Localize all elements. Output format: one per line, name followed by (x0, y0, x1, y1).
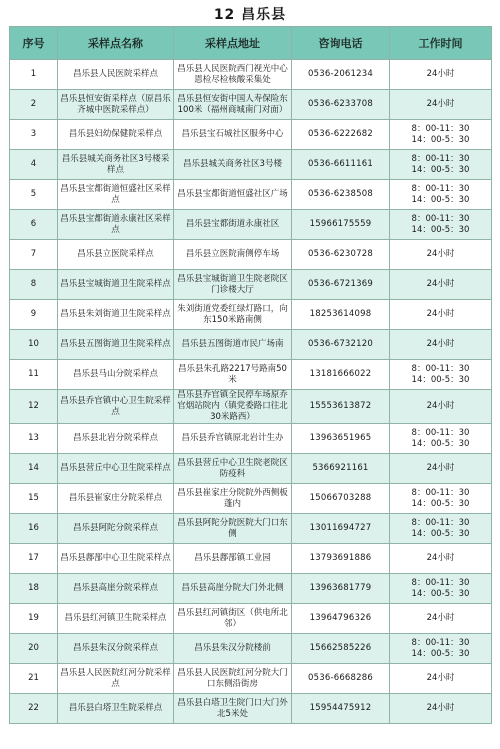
cell-number: 20 (10, 634, 58, 664)
table-row (10, 90, 492, 120)
table-row (10, 330, 492, 360)
cell-phone: 15966175559 (292, 210, 390, 240)
cell-site-name: 昌乐县人民医院采样点 (58, 60, 174, 90)
cell-hours: 8：00-11：30 14：00-5：30 (390, 150, 492, 180)
cell-site-address: 昌乐县高崖分院大门外北侧 (174, 574, 292, 604)
cell-hours: 24小时 (390, 604, 492, 634)
table-row (10, 240, 492, 270)
table-row (10, 604, 492, 634)
table-row (10, 484, 492, 514)
cell-site-address: 昌乐县阿陀分院医院大门口东侧 (174, 514, 292, 544)
table-header-row (10, 27, 492, 60)
cell-site-address: 昌乐县恒安街中国人寿保险东100米（福州商城南门对面） (174, 90, 292, 120)
table-row (10, 360, 492, 390)
cell-hours: 8：00-11：30 14：00-5：30 (390, 634, 492, 664)
cell-hours: 8：00-11：30 14：00-5：30 (390, 360, 492, 390)
cell-site-address: 昌乐县朱孔路2217号路南50米 (174, 360, 292, 390)
cell-number: 1 (10, 60, 58, 90)
table-row (10, 60, 492, 90)
table-row (10, 210, 492, 240)
cell-phone: 13011694727 (292, 514, 390, 544)
cell-number: 7 (10, 240, 58, 270)
cell-phone: 13963681779 (292, 574, 390, 604)
cell-number: 18 (10, 574, 58, 604)
cell-site-name: 昌乐县立医院采样点 (58, 240, 174, 270)
cell-phone: 13793691886 (292, 544, 390, 574)
cell-site-address: 昌乐县营丘中心卫生院老院区防疫科 (174, 454, 292, 484)
cell-number: 10 (10, 330, 58, 360)
table-row (10, 574, 492, 604)
cell-site-address: 昌乐县人民医院红河分院大门口东侧沿街房 (174, 664, 292, 694)
cell-hours: 24小时 (390, 694, 492, 724)
cell-hours: 8：00-11：30 14：00-5：30 (390, 514, 492, 544)
cell-site-name: 昌乐县朱刘街道卫生院采样点 (58, 300, 174, 330)
cell-number: 16 (10, 514, 58, 544)
cell-hours: 24小时 (390, 270, 492, 300)
cell-phone: 13181666022 (292, 360, 390, 390)
cell-site-address: 昌乐县宝都街道永康社区 (174, 210, 292, 240)
cell-site-address: 昌乐县城关商务社区3号楼 (174, 150, 292, 180)
cell-site-name: 昌乐县宝都街道恒盛社区采样点 (58, 180, 174, 210)
cell-number: 15 (10, 484, 58, 514)
cell-site-name: 昌乐县鄌郚中心卫生院采样点 (58, 544, 174, 574)
cell-number: 17 (10, 544, 58, 574)
cell-phone: 0536-6721369 (292, 270, 390, 300)
cell-site-address: 昌乐县宝城街道卫生院老院区门诊楼大厅 (174, 270, 292, 300)
table-row (10, 150, 492, 180)
cell-site-name: 昌乐县人民医院红河分院采样点 (58, 664, 174, 694)
table-row (10, 300, 492, 330)
cell-site-name: 昌乐县宝城街道卫生院采样点 (58, 270, 174, 300)
table-row (10, 514, 492, 544)
table-row (10, 694, 492, 724)
header-phone: 咨询电话 (292, 27, 390, 60)
cell-hours: 24小时 (390, 90, 492, 120)
cell-site-address: 昌乐县宝都街道恒盛社区广场 (174, 180, 292, 210)
cell-site-address: 昌乐县乔官镇原北岩计生办 (174, 424, 292, 454)
cell-site-name: 昌乐县北岩分院采样点 (58, 424, 174, 454)
cell-hours: 24小时 (390, 240, 492, 270)
cell-site-address: 昌乐县朱汉分院楼前 (174, 634, 292, 664)
sampling-sites-table (9, 26, 492, 724)
cell-site-address: 昌乐县红河镇街区（供电所北邻） (174, 604, 292, 634)
cell-hours: 8：00-11：30 14：00-5：30 (390, 424, 492, 454)
cell-phone: 0536-6668286 (292, 664, 390, 694)
cell-hours: 8：00-11：30 14：00-5：30 (390, 484, 492, 514)
cell-site-address: 昌乐县立医院南侧停车场 (174, 240, 292, 270)
cell-site-name: 昌乐县城关商务社区3号楼采样点 (58, 150, 174, 180)
cell-hours: 24小时 (390, 60, 492, 90)
table-row (10, 454, 492, 484)
cell-site-name: 昌乐县白塔卫生院采样点 (58, 694, 174, 724)
cell-site-address: 昌乐县宝石城社区服务中心 (174, 120, 292, 150)
cell-hours: 24小时 (390, 544, 492, 574)
cell-hours: 8：00-11：30 14：00-5：30 (390, 120, 492, 150)
cell-hours: 8：00-11：30 14：00-5：30 (390, 574, 492, 604)
cell-site-name: 昌乐县妇幼保健院采样点 (58, 120, 174, 150)
table-row (10, 120, 492, 150)
cell-site-address: 昌乐县人民医院西门视光中心恩检尽检核酸采集处 (174, 60, 292, 90)
table-row (10, 270, 492, 300)
cell-phone: 15553613872 (292, 390, 390, 424)
cell-site-address: 昌乐县鄌郚镇工业园 (174, 544, 292, 574)
cell-site-name: 昌乐县马山分院采样点 (58, 360, 174, 390)
cell-hours: 8：00-11：30 14：00-5：30 (390, 210, 492, 240)
cell-site-name: 昌乐县恒安街采样点（原昌乐齐城中医院采样点） (58, 90, 174, 120)
cell-number: 5 (10, 180, 58, 210)
cell-number: 9 (10, 300, 58, 330)
cell-site-name: 昌乐县红河镇卫生院采样点 (58, 604, 174, 634)
table-row (10, 180, 492, 210)
table-row (10, 390, 492, 424)
page-title: 12 昌乐县 (213, 7, 287, 23)
cell-phone: 0536-6233708 (292, 90, 390, 120)
table-body (10, 60, 492, 724)
cell-phone: 13963651965 (292, 424, 390, 454)
table-row (10, 544, 492, 574)
cell-number: 19 (10, 604, 58, 634)
header-hours: 工作时间 (390, 27, 492, 60)
cell-hours: 24小时 (390, 664, 492, 694)
cell-number: 8 (10, 270, 58, 300)
cell-number: 13 (10, 424, 58, 454)
header-site-address: 采样点地址 (174, 27, 292, 60)
cell-site-name: 昌乐县乔官镇中心卫生院采样点 (58, 390, 174, 424)
cell-site-name: 昌乐县朱汉分院采样点 (58, 634, 174, 664)
cell-site-name: 昌乐县营丘中心卫生院采样点 (58, 454, 174, 484)
cell-phone: 0536-6732120 (292, 330, 390, 360)
cell-site-name: 昌乐县宝都街道永康社区采样点 (58, 210, 174, 240)
cell-number: 2 (10, 90, 58, 120)
cell-site-address: 昌乐县白塔卫生院门口大门外北5米处 (174, 694, 292, 724)
cell-phone: 13964796326 (292, 604, 390, 634)
cell-phone: 0536-2061234 (292, 60, 390, 90)
cell-site-name: 昌乐县阿陀分院采样点 (58, 514, 174, 544)
cell-hours: 24小时 (390, 300, 492, 330)
cell-phone: 0536-6222682 (292, 120, 390, 150)
cell-hours: 24小时 (390, 454, 492, 484)
cell-number: 21 (10, 664, 58, 694)
cell-phone: 0536-6238508 (292, 180, 390, 210)
cell-phone: 0536-6230728 (292, 240, 390, 270)
cell-phone: 15066703288 (292, 484, 390, 514)
header-site-name: 采样点名称 (58, 27, 174, 60)
cell-number: 12 (10, 390, 58, 424)
cell-hours: 8：00-11：30 14：00-5：30 (390, 180, 492, 210)
header-number: 序号 (10, 27, 58, 60)
cell-site-address: 昌乐县崔家庄分院院外西侧板蓬内 (174, 484, 292, 514)
table-row (10, 634, 492, 664)
cell-site-address: 朱刘街道党委红绿灯路口，向东150米路南侧 (174, 300, 292, 330)
cell-number: 22 (10, 694, 58, 724)
cell-site-address: 昌乐县五图街道市民广场南 (174, 330, 292, 360)
cell-hours: 24小时 (390, 330, 492, 360)
cell-phone: 15954475912 (292, 694, 390, 724)
cell-hours: 24小时 (390, 390, 492, 424)
cell-number: 4 (10, 150, 58, 180)
table-row (10, 424, 492, 454)
cell-phone: 18253614098 (292, 300, 390, 330)
cell-site-name: 昌乐县五图街道卫生院采样点 (58, 330, 174, 360)
cell-site-address: 昌乐县乔官镇全民停车场原乔官烟站院内（镇党委路口往北30米路西） (174, 390, 292, 424)
cell-phone: 5366921161 (292, 454, 390, 484)
cell-number: 14 (10, 454, 58, 484)
cell-phone: 15662585226 (292, 634, 390, 664)
cell-number: 11 (10, 360, 58, 390)
cell-number: 6 (10, 210, 58, 240)
cell-site-name: 昌乐县高崖分院采样点 (58, 574, 174, 604)
table-row (10, 664, 492, 694)
cell-site-name: 昌乐县崔家庄分院采样点 (58, 484, 174, 514)
cell-number: 3 (10, 120, 58, 150)
cell-phone: 0536-6611161 (292, 150, 390, 180)
